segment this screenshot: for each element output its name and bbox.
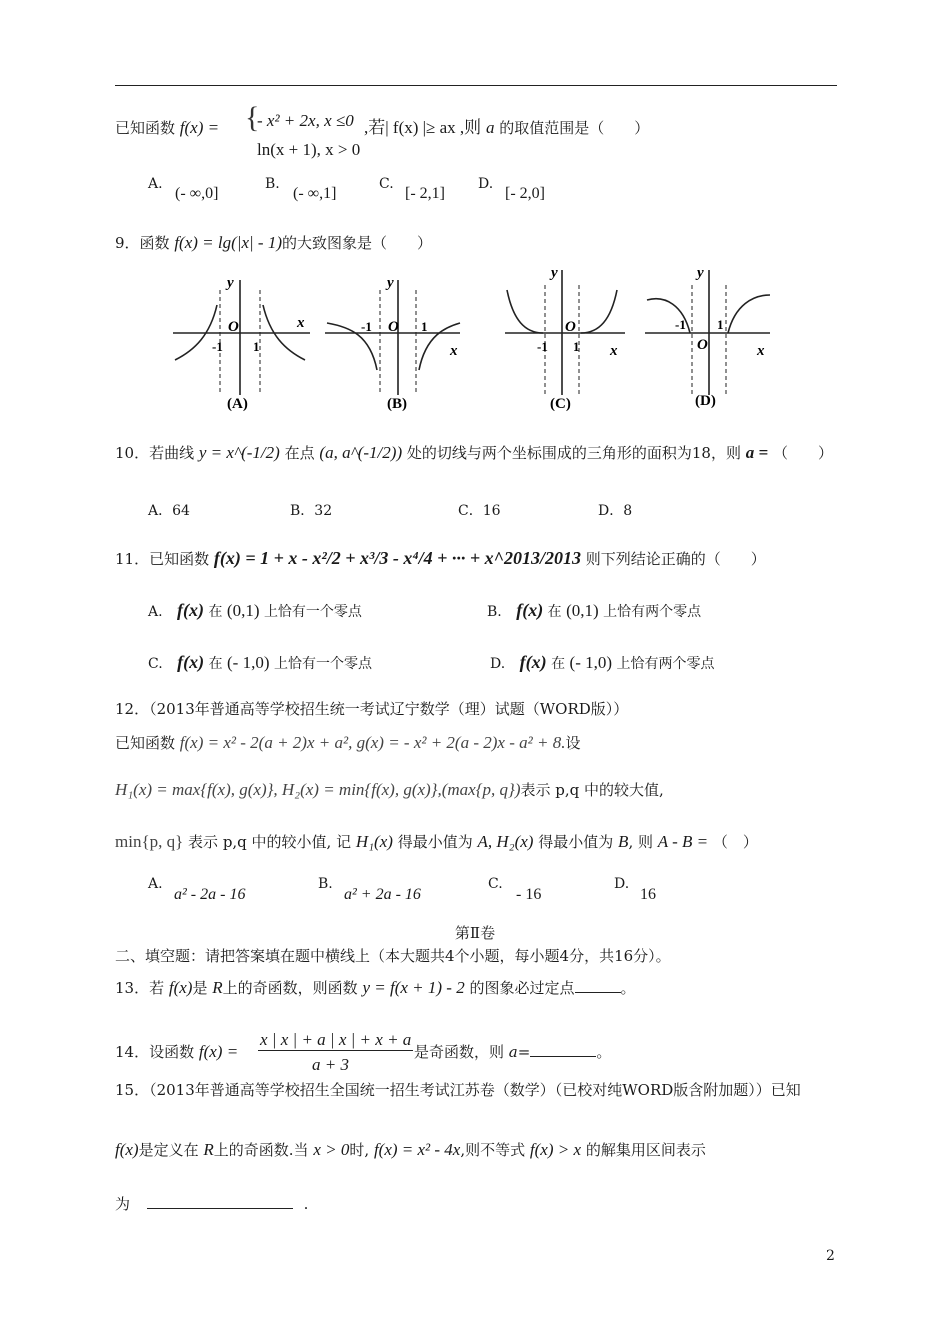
q11-option-b <box>487 600 701 621</box>
q12-option-a-label: A. <box>148 876 163 892</box>
q9-graph-a[interactable] <box>170 275 310 412</box>
x-label: x <box>297 315 305 331</box>
q11-option-a-label: A. <box>148 604 163 620</box>
q12-line1-suffix: 设 <box>565 734 581 752</box>
q8-option-d-value: [- 2,0] <box>505 185 545 202</box>
q8-stem-suffix: 的取值范围是（ ） <box>499 119 650 137</box>
q11-option-c-interval: (- 1,0) <box>227 653 270 672</box>
q15-answer-blank[interactable] <box>147 1194 293 1209</box>
q10-mid: 在点 <box>284 444 315 462</box>
q12-line3-text4: , 则 <box>628 833 653 851</box>
q11-option-c-fx: f(x) <box>177 652 205 672</box>
q13-fx: f(x) <box>168 978 193 997</box>
q10-number: 10．若曲线 <box>115 444 195 462</box>
curve-right <box>581 290 617 333</box>
q15-fx: f(x) <box>115 1140 139 1159</box>
q15-def: f(x) = x² - 4x <box>373 1140 461 1159</box>
q11-option-d-fx: f(x) <box>519 652 547 672</box>
q14-number: 14．设函数 <box>115 1043 195 1061</box>
q12-header: 12．（2013年普通高等学校招生统一考试辽宁数学（理）试题（WORD版）） <box>115 700 629 718</box>
q8-option-c-label: C. <box>379 176 394 192</box>
q12-line3-text1: 表示 p,q 中的较小值, 记 <box>188 833 352 851</box>
q12-line2-suffix: 表示 p,q 中的较大值, <box>520 781 664 799</box>
q14-numerator: x | x | + a | x | + x + a <box>258 1030 413 1051</box>
q13-end: 。 <box>620 979 636 997</box>
q14-lhs: f(x) = <box>198 1042 239 1061</box>
q12-option-d-label: D. <box>614 876 630 892</box>
q15-ineq: f(x) > x <box>529 1140 582 1159</box>
q14-tail <box>414 1042 611 1061</box>
q10-stem <box>115 443 833 463</box>
q12-line2-formula: H₁(x) = max{f(x), g(x)}, H₂(x) = min{f(x), g(x)},(max{p, q}) <box>115 780 521 799</box>
q11-option-a-interval: (0,1) <box>226 601 260 620</box>
q10-option-b: B．32 <box>290 503 333 519</box>
q13-is: 是 <box>192 979 208 997</box>
tick-neg: -1 <box>361 319 372 334</box>
tick-pos: 1 <box>573 339 580 354</box>
q12-option-b-value: a² + 2a - 16 <box>344 886 421 903</box>
q15-wei: 为 <box>115 1195 131 1213</box>
y-label: y <box>387 275 394 291</box>
q9-formula: f(x) = lg(|x| - 1) <box>174 233 282 252</box>
q11-option-d-in: 在 <box>551 656 566 672</box>
q12-option-c-label: C. <box>488 876 503 892</box>
q13-R: R <box>212 978 223 997</box>
q10-ask: a = <box>745 443 769 462</box>
tick-neg: -1 <box>675 317 686 332</box>
q9-stem <box>115 233 432 253</box>
q8-option-a-label: A. <box>148 176 163 192</box>
q15-line3 <box>115 1194 308 1213</box>
q11-option-b-label: B. <box>487 604 502 620</box>
q15-R: R <box>203 1140 214 1159</box>
q15-t4: ,则不等式 <box>460 1141 526 1159</box>
graph-label-b: (B) <box>387 396 407 412</box>
q12-option-d-value: 16 <box>640 886 656 903</box>
q10-option-a: A．64 <box>148 503 190 519</box>
q12-line3-b: B <box>618 832 629 851</box>
q12-line2 <box>115 780 664 800</box>
part2-section: 二、填空题：请把答案填在题中横线上（本大题共4个小题，每小题4分，共16分）。 <box>115 947 671 965</box>
q12-option-a-value: a² - 2a - 16 <box>174 886 246 903</box>
q11-option-a-text: 上恰有一个零点 <box>263 604 362 620</box>
q12-line3-a: A, H₂(x) <box>477 832 534 851</box>
origin-label: O <box>228 319 239 335</box>
q8-piece1: - x² + 2x, x ≤0 <box>257 111 354 130</box>
tick-pos: 1 <box>717 317 724 332</box>
q11-option-d-interval: (- 1,0) <box>569 653 613 672</box>
top-rule <box>115 85 837 86</box>
q9-graph-c[interactable] <box>505 265 625 412</box>
q12-option-c-value: - 16 <box>516 886 542 903</box>
q11-formula: f(x) = 1 + x - x²/2 + x³/3 - x⁴/4 + ··· + x^2013/2013 <box>213 548 581 568</box>
q11-option-d-label: D. <box>490 656 506 672</box>
q11-option-c-in: 在 <box>208 656 223 672</box>
curve-left <box>507 290 543 333</box>
y-label: y <box>551 265 558 281</box>
q15-t2: 上的奇函数.当 <box>213 1141 309 1159</box>
q15-header: 15．（2013年普通高等学校招生全国统一招生考试江苏卷（数学）（已校对纯WORD版含附加题））已知 <box>115 1081 801 1099</box>
q15-line2 <box>115 1140 706 1160</box>
q11-option-a <box>148 600 362 621</box>
q12-line1-prefix: 已知函数 <box>115 734 176 752</box>
q13-suffix: 的图象必过定点 <box>469 979 575 997</box>
q12-line3-text2: 得最小值为 <box>397 833 473 851</box>
q12-line3-paren: （ ） <box>712 833 758 851</box>
q8-option-b-value: (- ∞,1] <box>293 185 337 202</box>
q12-line3-min: min{p, q} <box>115 832 184 851</box>
q8-stem <box>115 118 219 138</box>
tick-neg: -1 <box>212 339 223 354</box>
q8-piece2: ln(x + 1), x > 0 <box>257 140 361 159</box>
q9-graph-options <box>165 265 785 415</box>
q11-option-b-in: 在 <box>547 604 562 620</box>
q12-line3 <box>115 832 758 852</box>
q11-option-a-fx: f(x) <box>177 600 204 620</box>
q11-option-c <box>148 652 372 673</box>
y-label: y <box>697 265 704 281</box>
q8-option-d-label: D. <box>478 176 494 192</box>
q8-option-a-value: (- ∞,0] <box>175 185 219 202</box>
q13-answer-blank[interactable] <box>575 978 621 993</box>
q10-option-d: D．8 <box>598 503 633 519</box>
q11-option-a-in: 在 <box>208 604 223 620</box>
tick-neg: -1 <box>537 339 548 354</box>
q8-condition-text: ,若| f(x) |≥ ax ,则 <box>364 118 482 137</box>
q14-ask: a= <box>508 1043 531 1061</box>
q14-end: 。 <box>596 1043 612 1061</box>
page-number: 2 <box>826 1248 835 1264</box>
q12-line3-text3: 得最小值为 <box>538 833 614 851</box>
q10-point: (a, a^(-1/2)) <box>319 443 403 462</box>
q9-graph-d[interactable] <box>645 265 770 409</box>
q14-denominator: a + 3 <box>312 1055 349 1074</box>
q8-option-b-label: B. <box>265 176 280 192</box>
q15-t1: 是定义在 <box>138 1141 199 1159</box>
q9-suffix: 的大致图象是（ ） <box>282 234 433 252</box>
q14-suffix: 是奇函数，则 <box>414 1043 505 1061</box>
x-label: x <box>450 343 458 359</box>
q12-option-b-label: B. <box>318 876 333 892</box>
q9-number: 9．函数 <box>115 234 170 252</box>
q12-line1-formula: f(x) = x² - 2(a + 2)x + a², g(x) = - x² + 2(a - 2)x - a² + 8. <box>179 733 566 752</box>
tick-pos: 1 <box>253 339 260 354</box>
y-label: y <box>227 275 234 291</box>
x-label: x <box>757 343 765 359</box>
q14-answer-blank[interactable] <box>530 1042 596 1057</box>
q12-line3-h1: H₁(x) <box>355 832 393 851</box>
q8-f-label: f(x) = <box>179 118 220 137</box>
q13-stem <box>115 978 636 998</box>
q11-number: 11．已知函数 <box>115 550 210 568</box>
part2-title: 第Ⅱ卷 <box>454 924 496 942</box>
q11-option-c-label: C. <box>148 656 163 672</box>
origin-label: O <box>388 319 399 335</box>
q13-number: 13．若 <box>115 979 165 997</box>
x-label: x <box>610 343 618 359</box>
q11-option-d <box>490 652 714 673</box>
q15-t5: 的解集用区间表示 <box>585 1141 706 1159</box>
q15-end: . <box>303 1195 309 1213</box>
q11-suffix: 则下列结论正确的（ ） <box>585 550 766 568</box>
q11-stem <box>115 548 766 570</box>
q10-suffix: 处的切线与两个坐标围成的三角形的面积为18，则 <box>406 444 741 462</box>
q8-stem-prefix: 已知函数 <box>115 119 176 137</box>
q10-paren: （ ） <box>772 444 833 462</box>
q11-option-b-interval: (0,1) <box>566 601 599 620</box>
q13-mid: 上的奇函数，则函数 <box>222 979 358 997</box>
q10-option-c: C．16 <box>458 503 501 519</box>
q8-brace: { <box>245 101 260 134</box>
origin-label: O <box>565 319 576 335</box>
graph-label-d: (D) <box>695 393 716 409</box>
tick-pos: 1 <box>421 319 428 334</box>
q11-option-c-text: 上恰有一个零点 <box>273 656 372 672</box>
curve-right <box>728 295 770 333</box>
q15-t3: 时, <box>349 1141 370 1159</box>
origin-label: O <box>697 337 708 353</box>
q11-option-b-fx: f(x) <box>516 600 544 620</box>
q13-func: y = f(x + 1) - 2 <box>362 978 465 997</box>
q9-graph-b[interactable] <box>325 275 460 412</box>
graph-label-c: (C) <box>550 396 571 412</box>
q8-option-c-value: [- 2,1] <box>405 185 445 202</box>
q15-cond: x > 0 <box>313 1140 350 1159</box>
q10-curve: y = x^(-1/2) <box>198 443 280 462</box>
graph-label-a: (A) <box>227 396 248 412</box>
q8-condition <box>364 118 649 138</box>
q12-line1 <box>115 733 580 753</box>
q8-var: a <box>485 118 495 137</box>
q11-option-d-text: 上恰有两个零点 <box>616 656 715 672</box>
q11-option-b-text: 上恰有两个零点 <box>603 604 702 620</box>
q12-line3-expr: A - B = <box>657 832 709 851</box>
q14-stem <box>115 1042 238 1062</box>
